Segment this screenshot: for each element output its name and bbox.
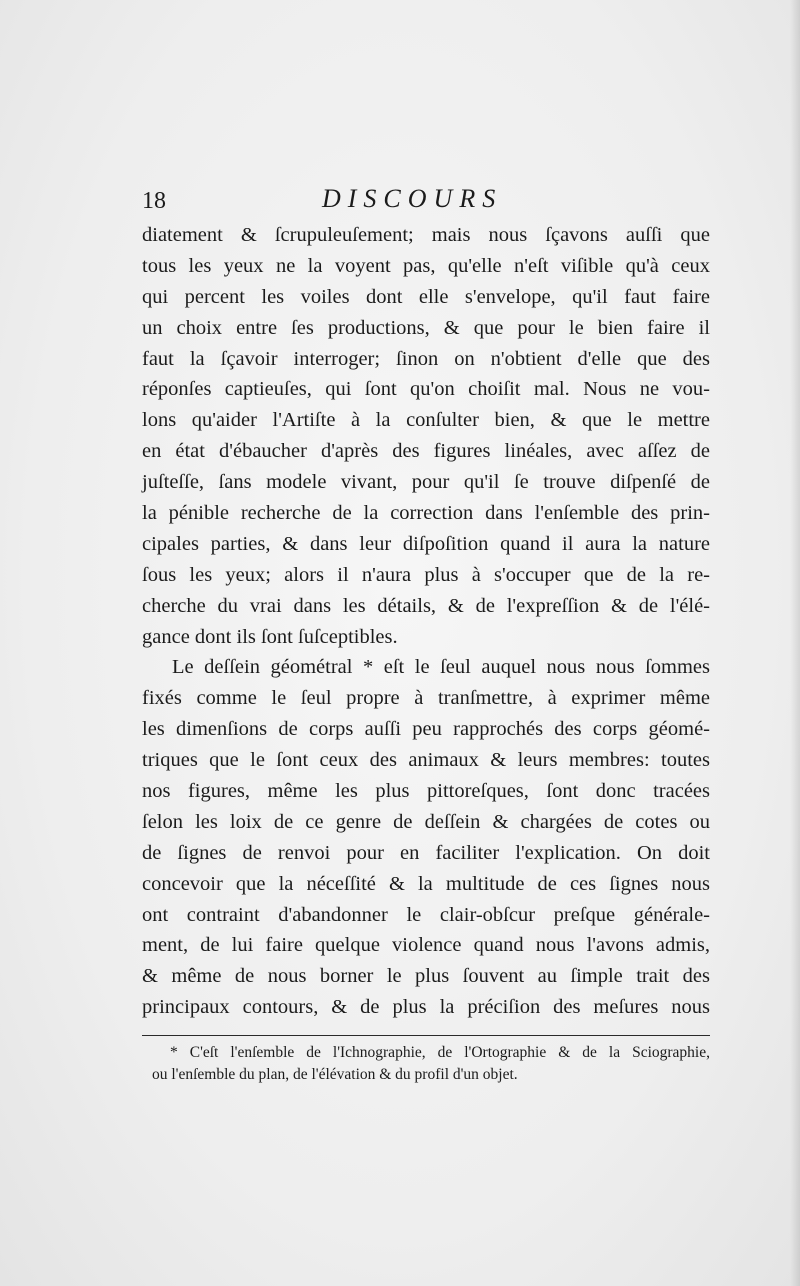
text-line: réponſes captieuſes, qui ſont qu'on choiſit mal. Nous ne vou- (142, 378, 710, 401)
text-line: qui percent les voiles dont elle s'envelope, qu'il faut faire (142, 285, 710, 308)
text-line: de ſignes de renvoi pour en faciliter l'explication. On doit (142, 841, 710, 864)
footnote-divider (142, 1035, 710, 1036)
text-line: cherche du vrai dans les détails, & de l'expreſſion & de l'élé- (142, 594, 710, 617)
text-line: principaux contours, & de plus la préciſion des meſures nous (142, 996, 710, 1019)
text-line: la pénible recherche de la correction dans l'enſemble des prin- (142, 502, 710, 525)
text-line: diatement & ſcrupuleuſement; mais nous ſçavons auſſi que (142, 224, 710, 246)
text-line: ont contraint d'abandonner le clair-obſcur preſque générale- (142, 903, 710, 926)
footnote-line: ou l'enſemble du plan, de l'élévation & du profil d'un objet. (152, 1066, 518, 1084)
text-line: cipales parties, & dans leur diſpoſition quand il aura la nature (142, 532, 710, 555)
text-line: nos figures, même les plus pittoreſques, ſont donc tracées (142, 780, 710, 803)
running-head (142, 182, 710, 220)
text-line: fixés comme le ſeul propre à tranſmettre, à exprimer même (142, 687, 710, 710)
paragraph-first-line: Le deſſein géométral * eſt le ſeul auquel nous nous ſommes (172, 656, 710, 679)
text-line: faut la ſçavoir interroger; ſinon on n'obtient d'elle que des (142, 347, 710, 370)
text-line: en état d'ébaucher d'après des figures linéales, avec aſſez de (142, 440, 710, 463)
footnote (142, 1042, 710, 1086)
body-text (142, 220, 710, 1023)
text-block (142, 182, 710, 1086)
running-title: DISCOURS (322, 184, 503, 213)
text-line: concevoir que la néceſſité & la multitude de ces ſignes nous (142, 872, 710, 895)
text-line: ſelon les loix de ce genre de deſſein & chargées de cotes ou (142, 810, 710, 833)
text-line: un choix entre ſes productions, & que pour le bien faire il (142, 316, 710, 339)
text-line: lons qu'aider l'Artiſte à la conſulter bien, & que le mettre (142, 409, 710, 432)
text-line: ſous les yeux; alors il n'aura plus à s'occuper que de la re- (142, 563, 710, 586)
text-line: les dimenſions de corps auſſi peu rapprochés des corps géomé- (142, 718, 710, 741)
text-line: ment, de lui faire quelque violence quand nous l'avons admis, (142, 934, 710, 957)
text-line: tous les yeux ne la voyent pas, qu'elle n'eſt viſible qu'à ceux (142, 254, 710, 277)
text-line: juſteſſe, ſans modele vivant, pour qu'il ſe trouve diſpenſé de (142, 471, 710, 494)
footnote-line: * C'eſt l'enſemble de l'Ichnographie, de l'Ortographie & de la Sciographie, (170, 1044, 710, 1062)
text-line: gance dont ils ſont ſuſceptibles. (142, 625, 398, 648)
text-line: & même de nous borner le plus ſouvent au ſimple trait des (142, 965, 710, 988)
page-number: 18 (142, 188, 166, 214)
text-line: triques que le ſont ceux des animaux & leurs membres: toutes (142, 749, 710, 772)
page-edge-shadow (790, 0, 800, 1286)
